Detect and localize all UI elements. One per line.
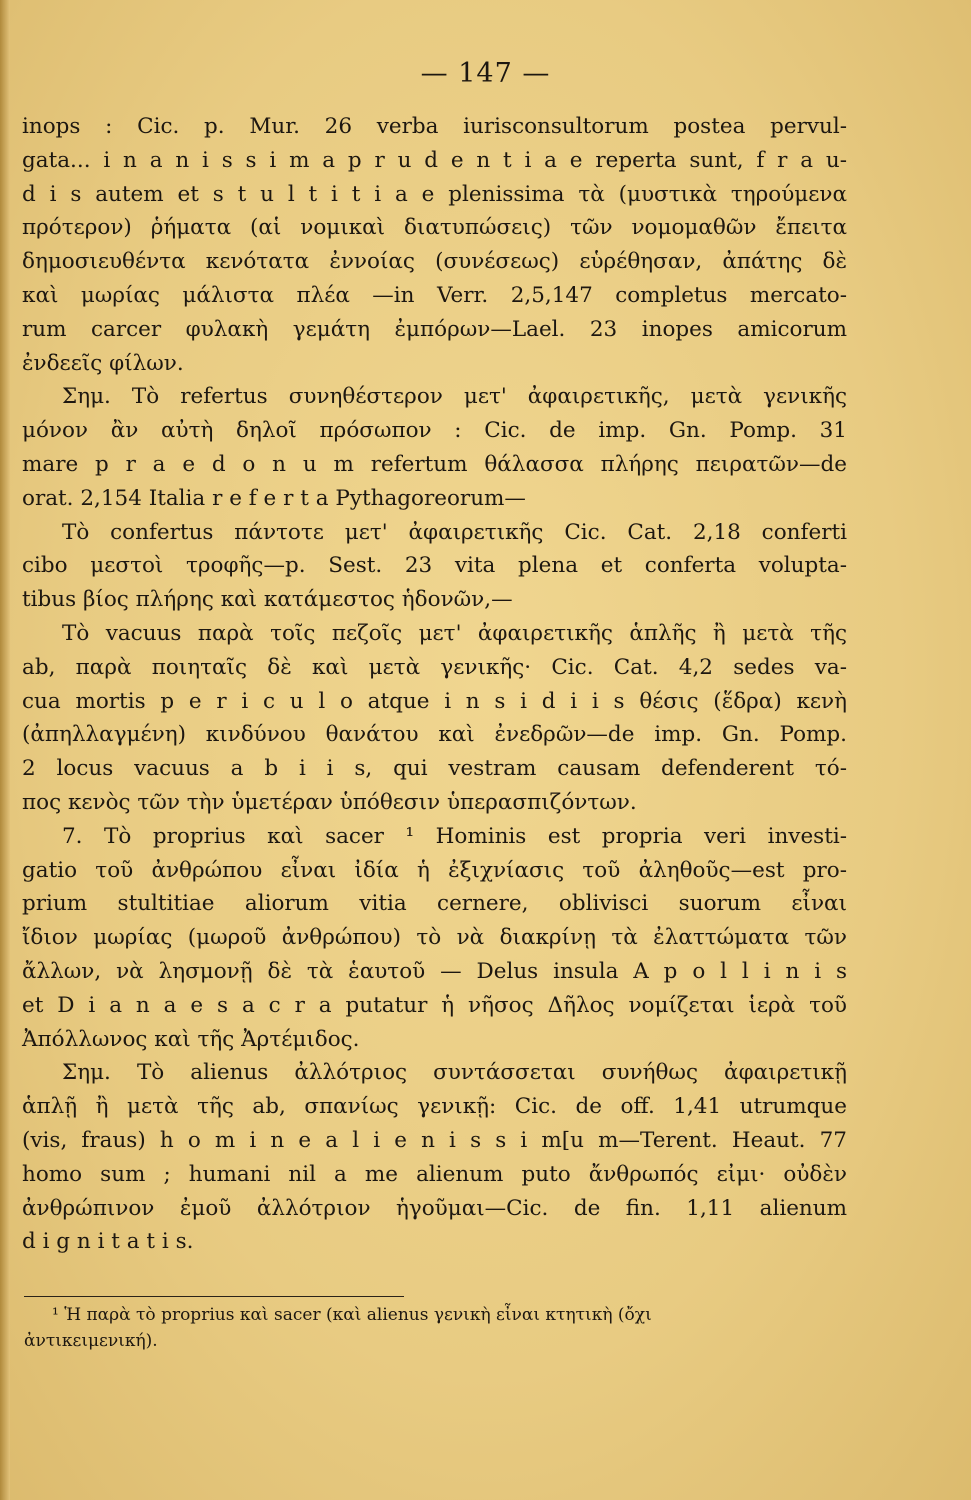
text-line: d i g n i t a t i s. — [22, 1229, 194, 1255]
text-line: (vis, fraus) h o m i n e a l i e n i s s i m[u m—Terent. Heaut. 77 — [22, 1127, 847, 1153]
text-line: ἁπλῇ ἢ μετὰ τῆς ab, σπανίως γενικῇ: Cic. de off. 1,41 utrumque — [22, 1094, 847, 1120]
text-line: mare p r a e d o n u m refertum θάλασσα πλήρης πειρατῶν—de — [22, 451, 847, 477]
text-line: Ἀπόλλωνος καὶ τῆς Ἀρτέμιδος. — [22, 1026, 360, 1052]
text-line: d i s autem et s t u l t i t i a e plenissima τὰ (μυστικὰ τηρούμενα — [22, 181, 847, 207]
footnote-line: ἀντικειμενική). — [24, 1331, 158, 1351]
text-line: Σημ. Τὸ refertus συνηθέστερον μετ' ἀφαιρετικῆς, μετὰ γενικῆς — [62, 384, 847, 410]
text-line: rum carcer φυλακὴ γεμάτη ἐμπόρων—Lael. 23 inopes amicorum — [22, 316, 847, 342]
text-line: prium stultitiae aliorum vitia cernere, oblivisci suorum εἶναι — [22, 891, 847, 917]
text-line: ab, παρὰ ποιηταῖς δὲ καὶ μετὰ γενικῆς· Cic. Cat. 4,2 sedes va- — [22, 654, 847, 680]
text-line: et D i a n a e s a c r a putatur ἡ νῆσος Δῆλος νομίζεται ἱερὰ τοῦ — [22, 992, 847, 1018]
text-line: gata... i n a n i s s i m a p r u d e n t i a e reperta sunt, f r a u- — [22, 147, 847, 173]
footnote-block — [24, 1302, 852, 1354]
text-line: Σημ. Τὸ alienus ἀλλότριος συντάσσεται συνήθως ἀφαιρετικῇ — [62, 1060, 847, 1086]
text-line: πρότερον) ῥήματα (αἱ νομικαὶ διατυπώσεις) τῶν νομομαθῶν ἔπειτα — [22, 215, 847, 241]
page-binding-edge — [0, 0, 10, 1500]
footnote-divider — [24, 1296, 404, 1297]
text-line: μόνον ἂν αὐτὴ δηλοῖ πρόσωπον : Cic. de imp. Gn. Pomp. 31 — [22, 418, 847, 444]
text-line: Τὸ confertus πάντοτε μετ' ἀφαιρετικῆς Cic. Cat. 2,18 conferti — [62, 519, 847, 545]
text-line: gatio τοῦ ἀνθρώπου εἶναι ἰδία ἡ ἐξιχνίασις τοῦ ἀληθοῦς—est pro- — [22, 857, 847, 883]
text-line: ἀνθρώπινον ἐμοῦ ἀλλότριον ἡγοῦμαι—Cic. de fin. 1,11 alienum — [22, 1195, 847, 1221]
footnote-line: ¹ Ἡ παρὰ τὸ proprius καὶ sacer (καὶ alienus γενικὴ εἶναι κτητικὴ (ὄχι — [52, 1305, 652, 1325]
page-number: — 147 — — [420, 58, 551, 89]
main-text-block — [22, 110, 847, 1259]
text-line: tibus βίος πλήρης καὶ κατάμεστος ἡδονῶν,— — [22, 587, 513, 613]
text-line: homo sum ; humani nil a me alienum puto ἄνθρωπός εἰμι· οὐδὲν — [22, 1161, 847, 1187]
text-line: πος κενὸς τῶν τὴν ὑμετέραν ὑπόθεσιν ὑπερασπιζόντων. — [22, 789, 637, 815]
text-line: orat. 2,154 Italia r e f e r t a Pythagoreorum— — [22, 485, 526, 511]
text-line: cua mortis p e r i c u l o atque i n s i d i i s θέσις (ἕδρα) κενὴ — [22, 688, 847, 714]
text-line: cibo μεστοὶ τροφῆς—p. Sest. 23 vita plena et conferta volupta- — [22, 553, 847, 579]
text-line: inops : Cic. p. Mur. 26 verba iurisconsultorum postea pervul- — [22, 114, 847, 139]
text-line: (ἀπηλλαγμένη) κινδύνου θανάτου καὶ ἐνεδρῶν—de imp. Gn. Pomp. — [22, 722, 847, 748]
text-line: ἴδιον μωρίας (μωροῦ ἀνθρώπου) τὸ νὰ διακρίνῃ τὰ ἐλαττώματα τῶν — [22, 925, 847, 951]
text-line: καὶ μωρίας μάλιστα πλέα —in Verr. 2,5,147 completus mercato- — [22, 282, 847, 308]
text-line: Τὸ vacuus παρὰ τοῖς πεζοῖς μετ' ἀφαιρετικῆς ἁπλῆς ἢ μετὰ τῆς — [62, 620, 847, 646]
text-line: ἄλλων, νὰ λησμονῇ δὲ τὰ ἑαυτοῦ — Delus insula A p o l l i n i s — [22, 958, 847, 984]
text-line: 2 locus vacuus a b i i s, qui vestram causam defenderent τό- — [22, 756, 847, 782]
text-line: 7. Τὸ proprius καὶ sacer ¹ Hominis est propria veri investi- — [62, 823, 847, 849]
text-line: δημοσιευθέντα κενότατα ἐννοίας (συνέσεως) εὑρέθησαν, ἀπάτης δὲ — [22, 249, 847, 275]
text-line: ἐνδεεῖς φίλων. — [22, 350, 184, 376]
